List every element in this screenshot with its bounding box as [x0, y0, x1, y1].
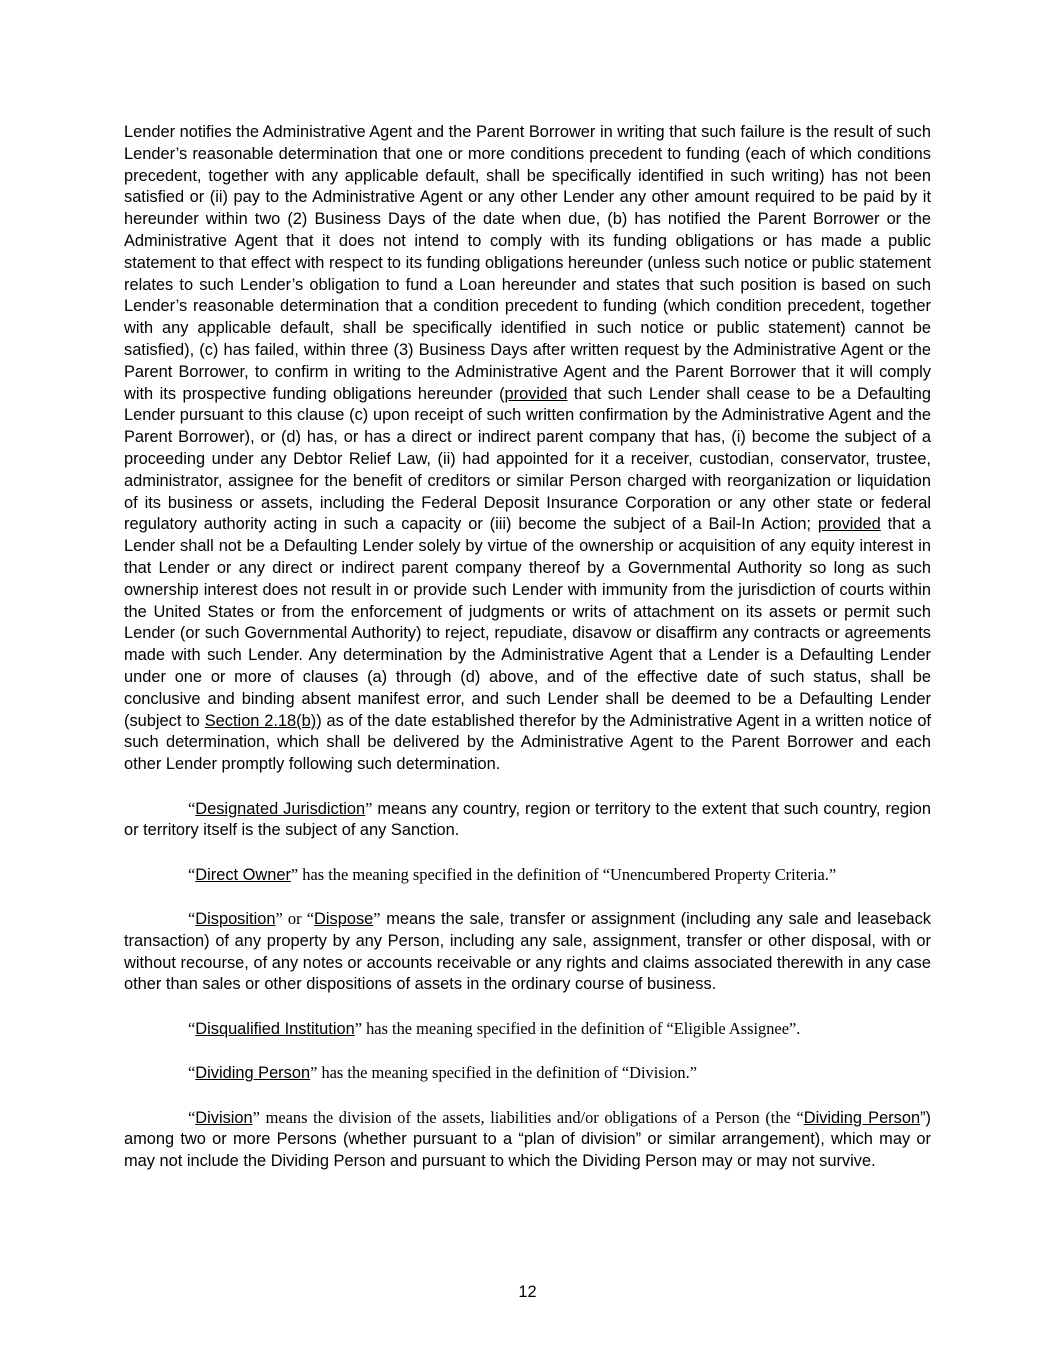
defined-term: Dividing Person [803, 1108, 921, 1127]
defined-term: Designated Jurisdiction [195, 799, 366, 818]
definition-body: ”) among two or more Persons (whether pursuant to a “plan of division” or similar arrangement), which may or may not include the Dividing Person and pursuant to which the Dividing Person may or may not survive. [124, 1108, 931, 1171]
open-quote: “ [188, 909, 196, 929]
provided-term: provided [817, 515, 881, 534]
defined-term: Disqualified Institution [195, 1019, 355, 1038]
defined-term: Disposition [195, 910, 276, 929]
paragraph-text: that a Lender shall not be a Defaulting Lender solely by virtue of the ownership or acquisition of any equity interest in that Lender or any direct or indirect parent company thereof by a Governmental Authority so long as such ownership interest does not result in or provide such Lender with immunity from the jurisdiction of courts within the United States or from the enforcement of judgments or writs of attachment on its assets or permit such Lender (or such Governmental Authority) to reject, repudiate, disavow or disaffirm any contracts or agreements made with such Lender. Any determination by the Administrative Agent that a Lender is a Defaulting Lender under one or more of clauses (a) through (d) above, and of the effective date of such status, shall be conclusive and binding absent manifest error, and such Lender shall be deemed to be a Defaulting Lender (subject to [124, 515, 931, 730]
definition-body: means any country, region or territory to the extent that such country, region or territory itself is the subject of any Sanction. [124, 799, 932, 840]
provided-term: provided [504, 384, 568, 403]
definition-dividing-person [124, 1062, 931, 1085]
defined-term: Dispose [314, 910, 374, 929]
section-reference: Section 2.18(b) [204, 711, 317, 730]
defined-term: Dividing Person [195, 1064, 311, 1083]
open-quote: “ [188, 1063, 196, 1083]
definition-disqualified-institution [124, 1018, 931, 1041]
defined-term: Division [195, 1108, 253, 1127]
open-quote: “ [188, 1107, 196, 1127]
defaulting-lender-continuation [124, 122, 931, 776]
definition-body: means the sale, transfer or assignment (including any sale and leaseback transaction) of any property by any Person, including any sale, assignment, transfer or other disposal, with or without recourse, of any notes or accounts receivable or any rights and claims associated therewith in any case other than sales or other dispositions of assets in the ordinary course of business. [124, 910, 931, 994]
definition-body: has the meaning specified in the definition of “Eligible Assignee”. [362, 1018, 801, 1038]
paragraph-text: Lender notifies the Administrative Agent and the Parent Borrower in writing that such failure is the result of such Lender’s reasonable determination that one or more conditions precedent to funding (each of which conditions precedent, together with any applicable default, shall be specifically identified in such writing) has not been satisfied or (ii) pay to the Administrative Agent or any other Lender any other amount required to be paid by it hereunder within two (2) Business Days of the date when due, (b) has notified the Parent Borrower or the Administrative Agent that it does not intend to comply with its funding obligations or has made a public statement to that effect with respect to its funding obligations hereunder (unless such notice or public statement relates to such Lender’s obligation to fund a Loan hereunder and states that such position is based on such Lender’s reasonable determination that a condition precedent to funding (which condition precedent, together with any applicable default, shall be specifically identified in such notice or public statement) cannot be satisfied), (c) has failed, within three (3) Business Days after written request by the Administrative Agent or the Parent Borrower, to confirm in writing to the Administrative Agent and the Parent Borrower that it will comply with its prospective funding obligations hereunder ( [124, 123, 931, 403]
paragraph-text: ) as of the date established therefor by the Administrative Agent in a written notice of such determination, which shall be delivered by the Administrative Agent to the Parent Borrower and each other Lender promptly following such determination. [124, 711, 931, 774]
close-quote: ” [310, 1063, 318, 1083]
definition-body: means the division of the assets, liabilities and/or obligations of a Person (the “ [259, 1107, 804, 1127]
open-quote: “ [188, 864, 196, 884]
definition-division [124, 1107, 931, 1173]
page-number: 12 [518, 1283, 537, 1301]
paragraph-text: that such Lender shall cease to be a Defaulting Lender pursuant to this clause (c) upon receipt of such written confirmation by the Administrative Agent and the Parent Borrower), or (d) has, or has a direct or indirect parent company that has, (i) become the subject of a proceeding under any Debtor Relief Law, (ii) had appointed for it a receiver, custodian, conservator, trustee, administrator, assignee for the benefit of creditors or similar Person charged with reorganization or liquidation of its business or assets, including the Federal Deposit Insurance Corporation or any other state or federal regulatory authority acting in such a capacity or (iii) become the subject of a Bail-In Action; [124, 384, 931, 534]
close-quote: ” [252, 1107, 260, 1127]
open-quote: “ [188, 1018, 196, 1038]
close-quote: ” [290, 864, 299, 884]
open-quote: “ [188, 798, 196, 818]
definition-body: has the meaning specified in the definition of “Division.” [317, 1063, 697, 1083]
definition-direct-owner [124, 864, 931, 887]
close-quote: ” [354, 1018, 363, 1038]
close-quote: ” [365, 798, 373, 818]
defined-term: Direct Owner [195, 865, 291, 884]
quote-separator: ” or “ [275, 909, 315, 929]
definition-disposition [124, 908, 931, 996]
definition-designated-jurisdiction [124, 798, 931, 843]
close-quote: ” [373, 909, 381, 929]
document-page [124, 122, 931, 1195]
definition-body: has the meaning specified in the definition of “Unencumbered Property Criteria.” [298, 864, 837, 884]
